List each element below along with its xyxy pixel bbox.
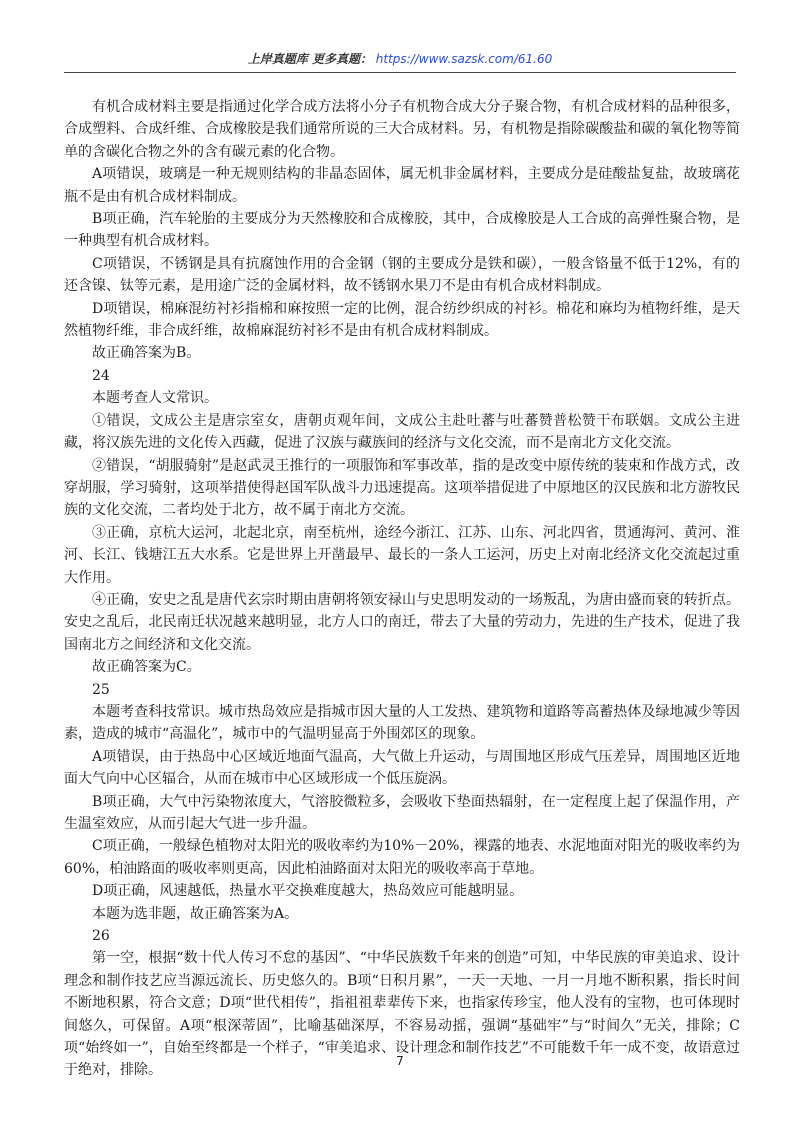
paragraph: ①错误，文成公主是唐宗室女，唐朝贞观年间，文成公主赴吐蕃与吐蕃赞普松赞干布联姻。文成公主进藏，将汉族先进的文化传入西藏，促进了汉族与藏族间的经济与文化交流，而不是南北方文化交流。 xyxy=(64,412,740,452)
answer-line: 故正确答案为C。 xyxy=(92,659,201,676)
page-number: 7 xyxy=(396,1054,404,1068)
answer-line: 故正确答案为B。 xyxy=(92,345,201,362)
paragraph: ②错误，“胡服骑射”是赵武灵王推行的一项服饰和军事改革，指的是改变中原传统的装束和作战方式，改穿胡服，学习骑射，这项举措使得赵国军队战斗力迅速提高。这项举措促进了中原地区的汉民族和北方游牧民族的文化交流，二者均处于北方，故不属于南北方交流。 xyxy=(64,457,740,519)
paragraph: 本题考查科技常识。城市热岛效应是指城市因大量的人工发热、建筑物和道路等高蓄热体及绿地减少等因素，造成的城市“高温化”，城市中的气温明显高于外围郊区的现象。 xyxy=(64,703,740,743)
header-label: 上岸真题库 更多真题： xyxy=(247,52,372,66)
answer-line: 本题为选非题，故正确答案为A。 xyxy=(92,905,299,922)
paragraph: B项正确，汽车轮胎的主要成分为天然橡胶和合成橡胶，其中，合成橡胶是人工合成的高弹性聚合物，是一种典型有机合成材料。 xyxy=(64,211,740,250)
paragraph: C项错误，不锈钢是具有抗腐蚀作用的合金钢（钢的主要成分是铁和碳），一般含铬量不低于12%，有的还含镍、钛等元素，是用途广泛的金属材料，故不锈钢水果刀不是由有机合成材料制成。 xyxy=(64,255,740,295)
paragraph: 本题考查人文常识。 xyxy=(92,390,218,407)
paragraph: B项正确，大气中污染物浓度大，气溶胶微粒多，会吸收下垫面热辐射，在一定程度上起了保温作用，产生温室效应，从而引起大气进一步升温。 xyxy=(64,793,740,832)
paragraph: C项正确，一般绿色植物对太阳光的吸收率约为10%－20%，裸露的地表、水泥地面对阳光的吸收率约为60%，柏油路面的吸收率则更高，因此柏油路面对太阳光的吸收率高于草地。 xyxy=(64,838,740,877)
question-number: 24 xyxy=(92,367,110,384)
paragraph: 有机合成材料主要是指通过化学合成方法将小分子有机物合成大分子聚合物，有机合成材料的品种很多，合成塑料、合成纤维、合成橡胶是我们通常所说的三大合成材料。另，有机物是指除碳酸盐和碳的氧化物等简单的含碳化合物之外的含有碳元素的化合物。 xyxy=(64,99,740,160)
answer-explanations xyxy=(64,96,740,1082)
paragraph: A项错误，由于热岛中心区域近地面气温高，大气做上升运动，与周围地区形成气压差异，周围地区近地面大气向中心区辐合，从而在城市中心区域形成一个低压旋涡。 xyxy=(64,748,740,788)
paragraph: D项正确，风速越低，热量水平交换难度越大，热岛效应可能越明显。 xyxy=(92,883,524,900)
question-number: 25 xyxy=(92,681,110,698)
paragraph: 第一空，根据“数十代人传习不怠的基因”、“中华民族数千年来的创造”可知，中华民族的审美追求、设计理念和制作技艺应当源远流长、历史悠久的。B项“日积月累”，一天一天地、一月一月地不断积累，指长时间不断地积累，符合文意；D项“世代相传”，指祖祖辈辈传下来，也指家传珍宝，他人没有的宝物，也可体现时间悠久，可保留。A项“根深蒂固”，比喻基础深厚，不容易动摇，强调“基础牢”与“时间久”无关，排除；C项“始终如一”，自始至终都是一个样子，“审美追求、设计理念和制作技艺”不可能数千年一成不变，故语意过于绝对，排除。 xyxy=(64,950,740,1079)
paragraph: A项错误，玻璃是一种无规则结构的非晶态固体，属无机非金属材料，主要成分是硅酸盐复盐，故玻璃花瓶不是由有机合成材料制成。 xyxy=(64,166,740,205)
header-url-link[interactable]: https://www.sazsk.com/61.60 xyxy=(375,52,553,66)
page-header xyxy=(60,50,740,67)
paragraph: D项错误，棉麻混纺衬衫指棉和麻按照一定的比例，混合纺纱织成的衬衫。棉花和麻均为植物纤维，是天然植物纤维，非合成纤维，故棉麻混纺衬衫不是由有机合成材料制成。 xyxy=(64,300,740,340)
header-divider xyxy=(64,72,736,73)
paragraph: ④正确，安史之乱是唐代玄宗时期由唐朝将领安禄山与史思明发动的一场叛乱，为唐由盛而衰的转折点。安史之乱后，北民南迁状况越来越明显，北方人口的南迁，带去了大量的劳动力，先进的生产技术，促进了我国南北方之间经济和文化交流。 xyxy=(64,591,740,653)
paragraph: ③正确，京杭大运河，北起北京，南至杭州，途经今浙江、江苏、山东、河北四省，贯通海河、黄河、淮河、长江、钱塘江五大水系。它是世界上开凿最早、最长的一条人工运河，历史上对南北经济文化交流起过重大作用。 xyxy=(64,524,740,586)
question-number: 26 xyxy=(92,928,110,945)
